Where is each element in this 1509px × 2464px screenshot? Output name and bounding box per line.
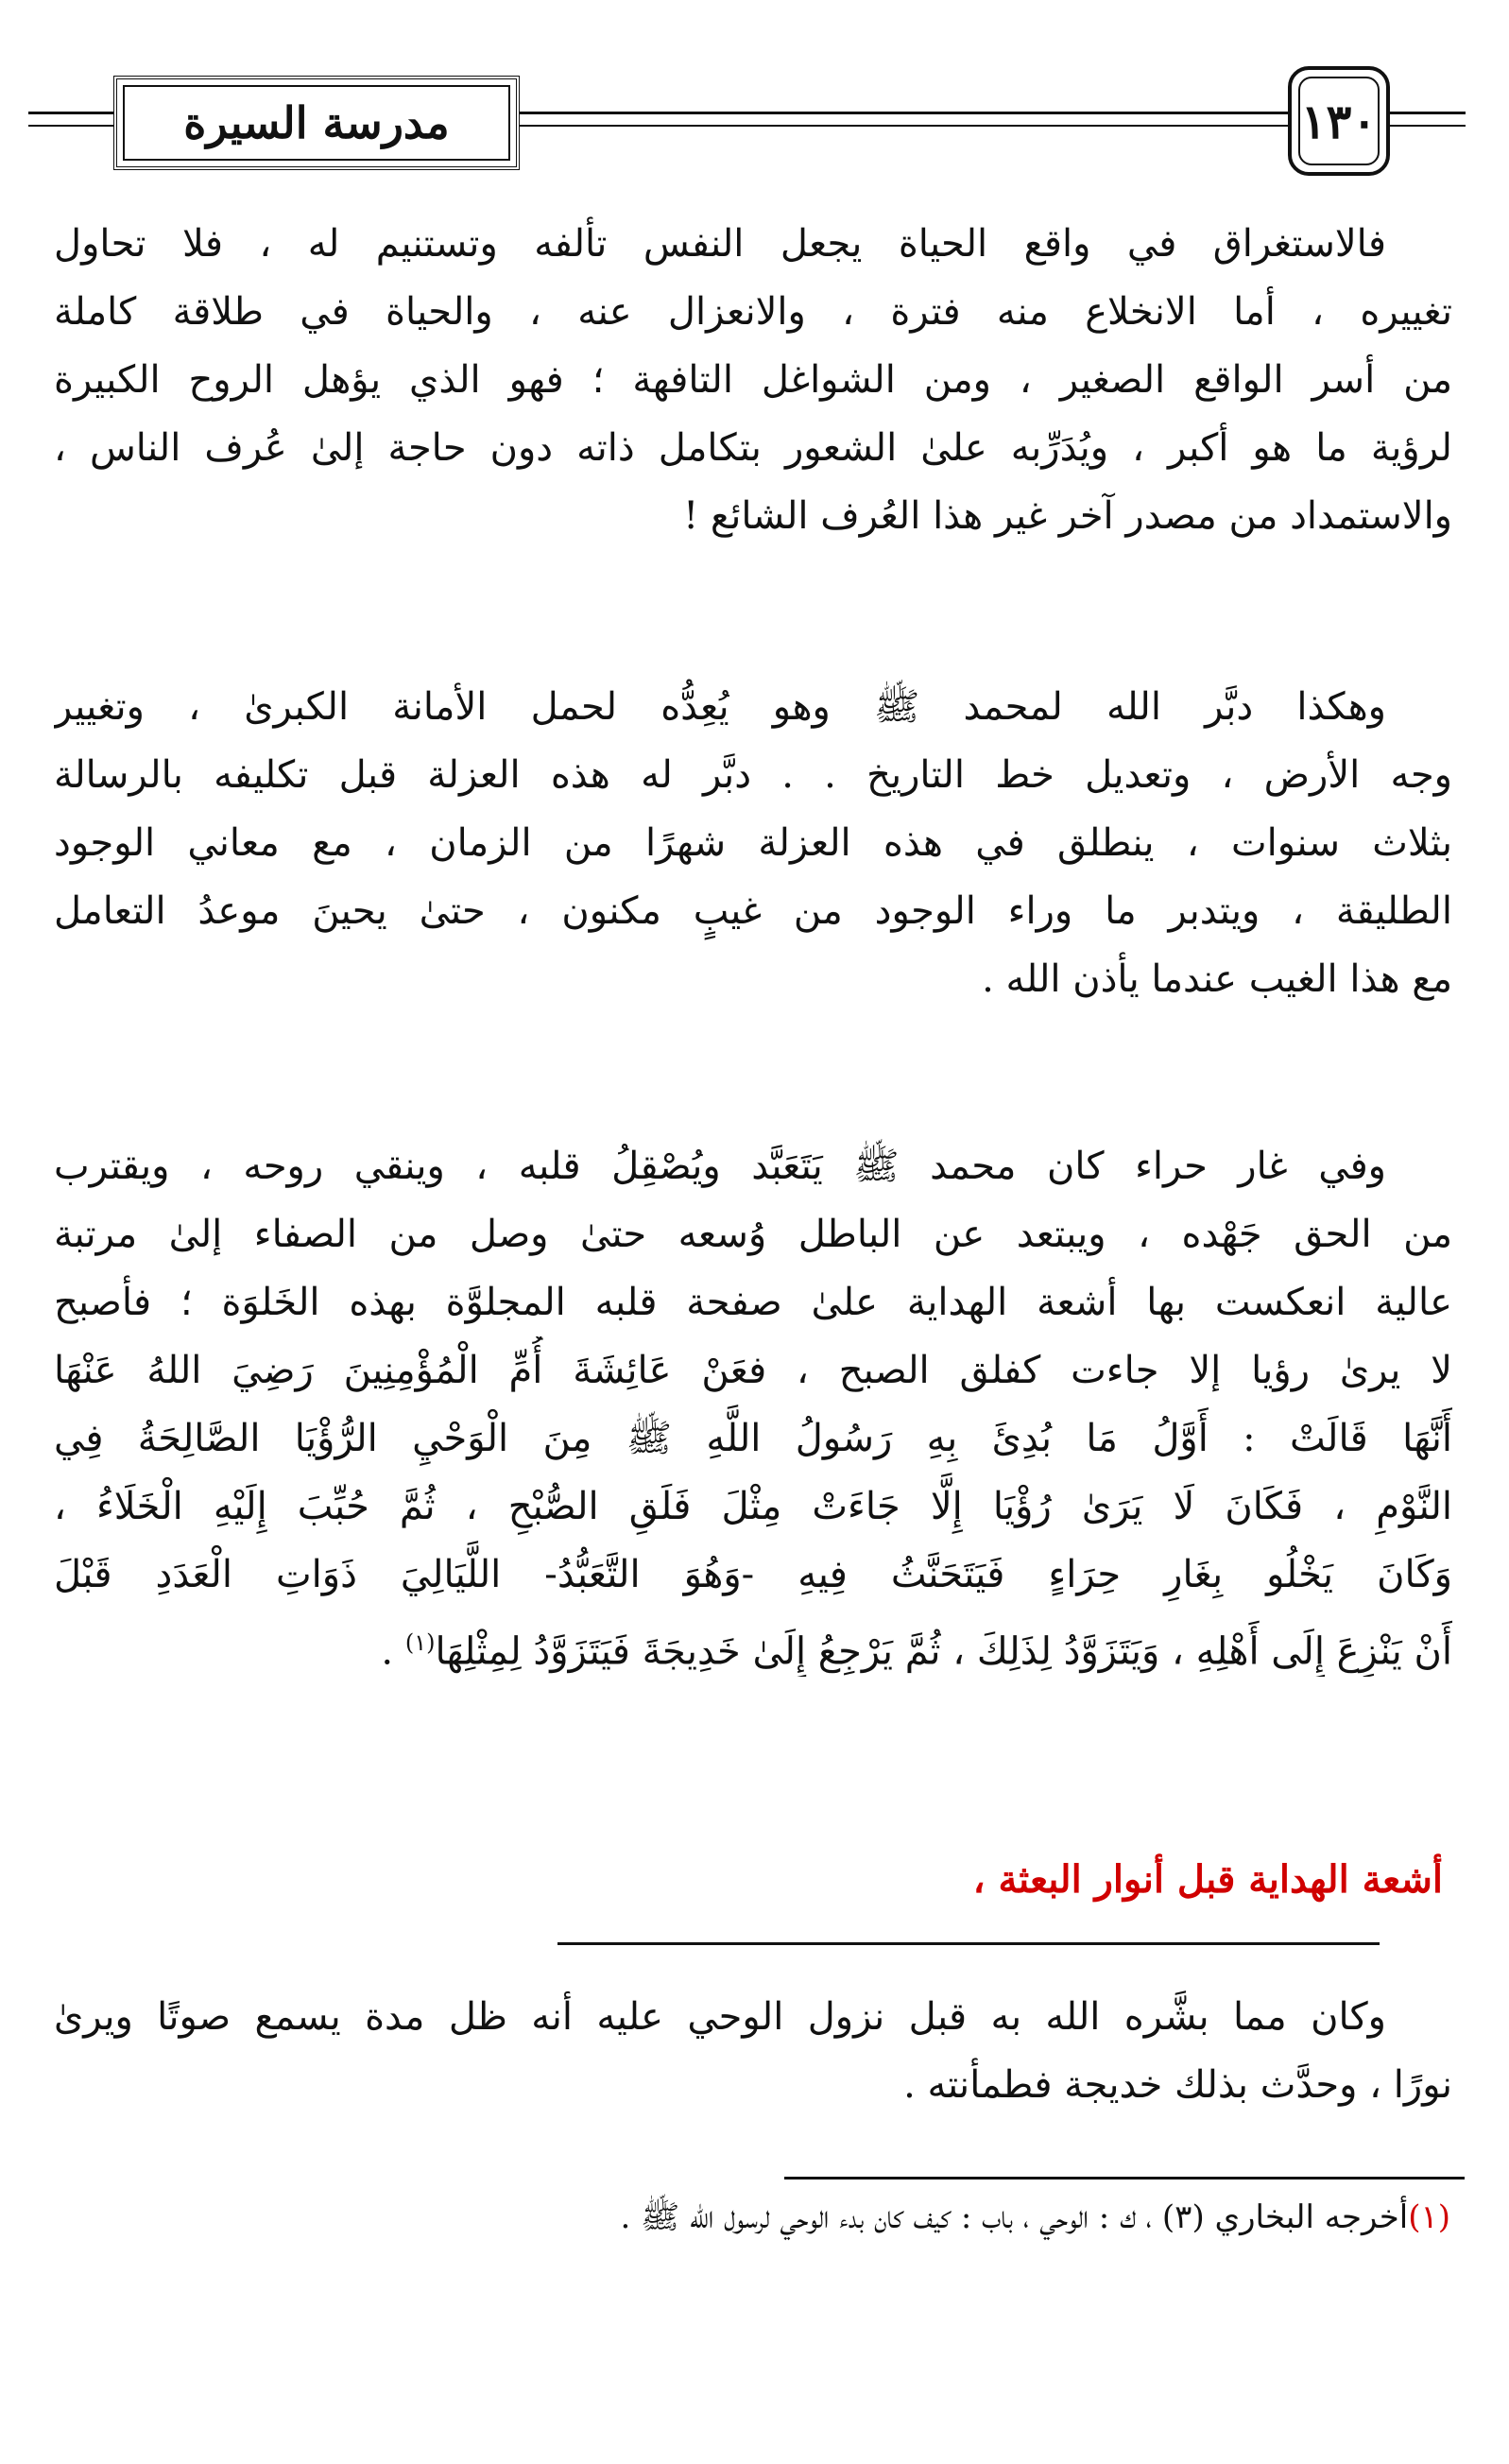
text-line: عالية انعكست بها أشعة الهداية علىٰ صفحة قلبه المجلوَّة بهذه الخَلوَة ؛ فأصبح [54,1281,1452,1324]
text-line: نورًا ، وحدَّث بذلك خديجة فطمأنته . [903,2063,1452,2107]
text-line: وهكذا دبَّر الله لمحمد ﷺ وهو يُعِدُّه لحمل الأمانة الكبرىٰ ، وتغيير [54,685,1386,729]
text-line: لا يرىٰ رؤيا إلا جاءت كفلق الصبح ، فعَنْ عَائِشَةَ أُمِّ الْمُؤْمِنِينَ رَضِيَ اللهُ عَنْهَا [54,1349,1452,1392]
text-line: وفي غار حراء كان محمد ﷺ يَتَعَبَّد ويُصْقِلُ قلبه ، وينقي روحه ، ويقترب [54,1145,1386,1188]
paragraph-3 [54,1132,1452,1677]
text-line: الطليقة ، ويتدبر ما وراء الوجود من غيبٍ مكنون ، حتىٰ يحينَ موعدُ التعامل [54,889,1452,933]
header-rule-right [1390,112,1466,114]
section-heading: أشعة الهداية قبل أنوار البعثة ، [972,1857,1443,1902]
end-punctuation: . [381,1629,405,1674]
footnote-separator [784,2177,1465,2180]
header-rule-middle [520,112,1290,114]
text-line: تغييره ، أما الانخلاع منه فترة ، والانعزال عنه ، والحياة في طلاقة كاملة [54,290,1452,334]
header-rule-left [28,112,118,114]
text-line: النَّوْمِ ، فَكَانَ لَا يَرَىٰ رُؤْيَا إِلَّا جَاءَتْ مِثْلَ فَلَقِ الصُّبْحِ ، ثُمَّ حُبِّبَ إِلَيْهِ الْخَلَاءُ ، [54,1485,1452,1528]
header-rule-middle-thin [520,125,1290,127]
book-title-frame [113,76,520,170]
text-line: فالاستغراق في واقع الحياة يجعل النفس تألفه وتستنيم له ، فلا تحاول [54,222,1386,266]
text-line: من الحق جَهْده ، ويبتعد عن الباطل وُسعه حتىٰ وصل من الصفاء إلىٰ مرتبة [54,1213,1452,1256]
text-line-with-footnote [54,1609,1452,1677]
text-line: لرؤية ما هو أكبر ، ويُدَرِّبه علىٰ الشعور بتكامل ذاته دون حاجة إلىٰ عُرف الناس ، [54,426,1452,470]
header-rule-left-thin [28,125,118,127]
paragraph-1 [54,210,1452,550]
text-line: وجه الأرض ، وتعديل خط التاريخ . . دبَّر له هذه العزلة قبل تكليفه بالرسالة [54,753,1452,797]
heading-underline [557,1942,1380,1945]
footnote [620,2197,1450,2244]
text-line: بثلاث سنوات ، ينطلق في هذه العزلة شهرًا من الزمان ، مع معاني الوجود [54,821,1452,865]
footnote-marker[interactable]: (١) [404,1629,436,1656]
text-line: أَنَّهَا قَالَتْ : أَوَّلُ مَا بُدِئَ بِهِ رَسُولُ اللَّهِ ﷺ مِنَ الْوَحْيِ الرُّؤْيَا الصَّالِحَةُ فِي [54,1417,1452,1460]
text-line: وَكَانَ يَخْلُو بِغَارِ حِرَاءٍ فَيَتَحَنَّثُ فِيهِ -وَهُوَ التَّعَبُّدُ- اللَّيَالِيَ ذَوَاتِ الْعَدَدِ قَبْلَ [54,1553,1452,1596]
page-number: ١٣٠ [1300,93,1378,149]
page-number-frame [1288,66,1390,176]
header-rule-right-thin [1390,125,1466,127]
text-line: والاستمداد من مصدر آخر غير هذا العُرف الشائع ! [683,494,1452,538]
footnote-number: (١) [1408,2198,1450,2236]
book-title: مدرسة السيرة [183,97,450,148]
footnote-text: أخرجه البخاري (٣) ، ك : الوحي ، باب : كيف كان بدء الوحي لرسول الله ﷺ . [620,2198,1409,2236]
text-line: أَنْ يَنْزِعَ إِلَى أَهْلِهِ ، وَيَتَزَوَّدُ لِذَلِكَ ، ثُمَّ يَرْجِعُ إِلَىٰ خَدِيجَةَ فَيَتَزَوَّدُ لِمِثْلِهَا [435,1629,1452,1674]
paragraph-2 [54,673,1452,1013]
text-line: من أسر الواقع الصغير ، ومن الشواغل التافهة ؛ فهو الذي يؤهل الروح الكبيرة [54,358,1452,402]
text-line: مع هذا الغيب عندما يأذن الله . [982,957,1452,1001]
text-line: وكان مما بشَّره الله به قبل نزول الوحي عليه أنه ظل مدة يسمع صوتًا ويرىٰ [54,1995,1386,2039]
paragraph-4 [54,1983,1452,2119]
